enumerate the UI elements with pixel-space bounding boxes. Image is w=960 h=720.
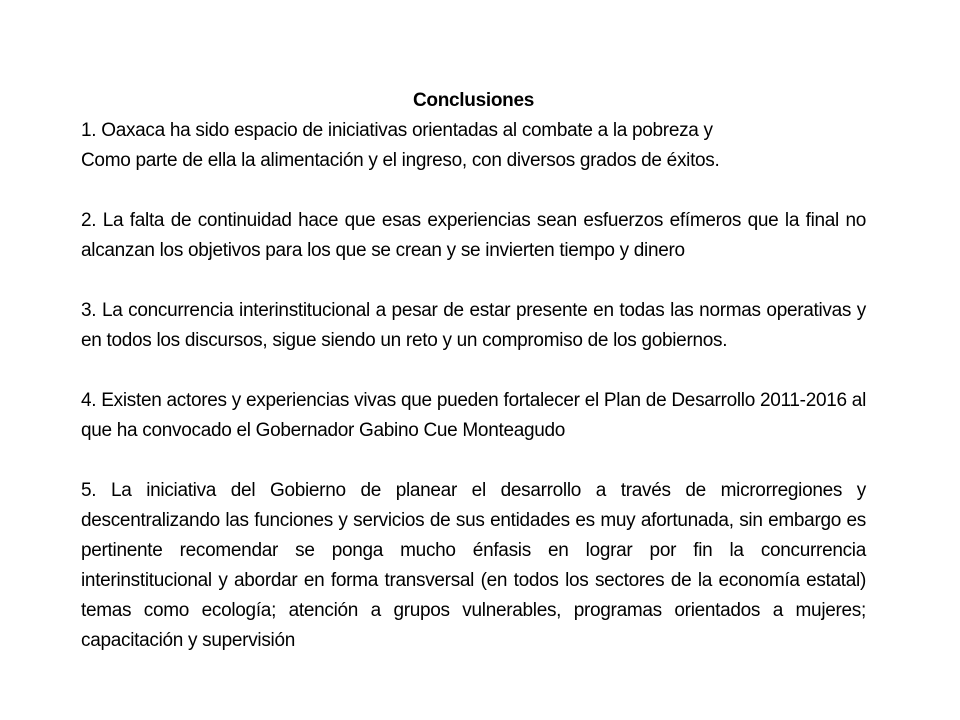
conclusion-1-line-2: Como parte de ella la alimentación y el ingreso, con diversos grados de éxitos. <box>81 150 720 171</box>
conclusion-paragraph-4: 4. Existen actores y experiencias vivas que pueden fortalecer el Plan de Desarrollo 2011-2016 al que ha convocado el Gobernador Gabino Cue Monteagudo <box>81 390 866 441</box>
conclusion-paragraph-3: 3. La concurrencia interinstitucional a pesar de estar presente en todas las normas operativas y en todos los discursos, sigue siendo un reto y un compromiso de los gobiernos. <box>81 300 866 351</box>
conclusion-paragraph-1 <box>81 116 866 176</box>
conclusions-slide <box>81 86 866 686</box>
conclusion-paragraph-5: 5. La iniciativa del Gobierno de planear el desarrollo a través de microrregiones y descentralizando las funciones y servicios de sus entidades es muy afortunada, sin embargo es pertinente recomendar se ponga mucho énfasis en lograr por fin la concurrencia interinstitucional y abordar en forma transversal (en todos los sectores de la economía estatal) temas como ecología; atención a grupos vulnerables, programas orientados a mujeres; capacitación y supervisión <box>81 480 866 651</box>
conclusion-1-line-1: 1. Oaxaca ha sido espacio de iniciativas orientadas al combate a la pobreza y <box>81 120 713 141</box>
slide-title: Conclusiones <box>413 90 534 111</box>
conclusion-paragraph-2: 2. La falta de continuidad hace que esas experiencias sean esfuerzos efímeros que la final no alcanzan los objetivos para los que se crean y se invierten tiempo y dinero <box>81 210 866 261</box>
